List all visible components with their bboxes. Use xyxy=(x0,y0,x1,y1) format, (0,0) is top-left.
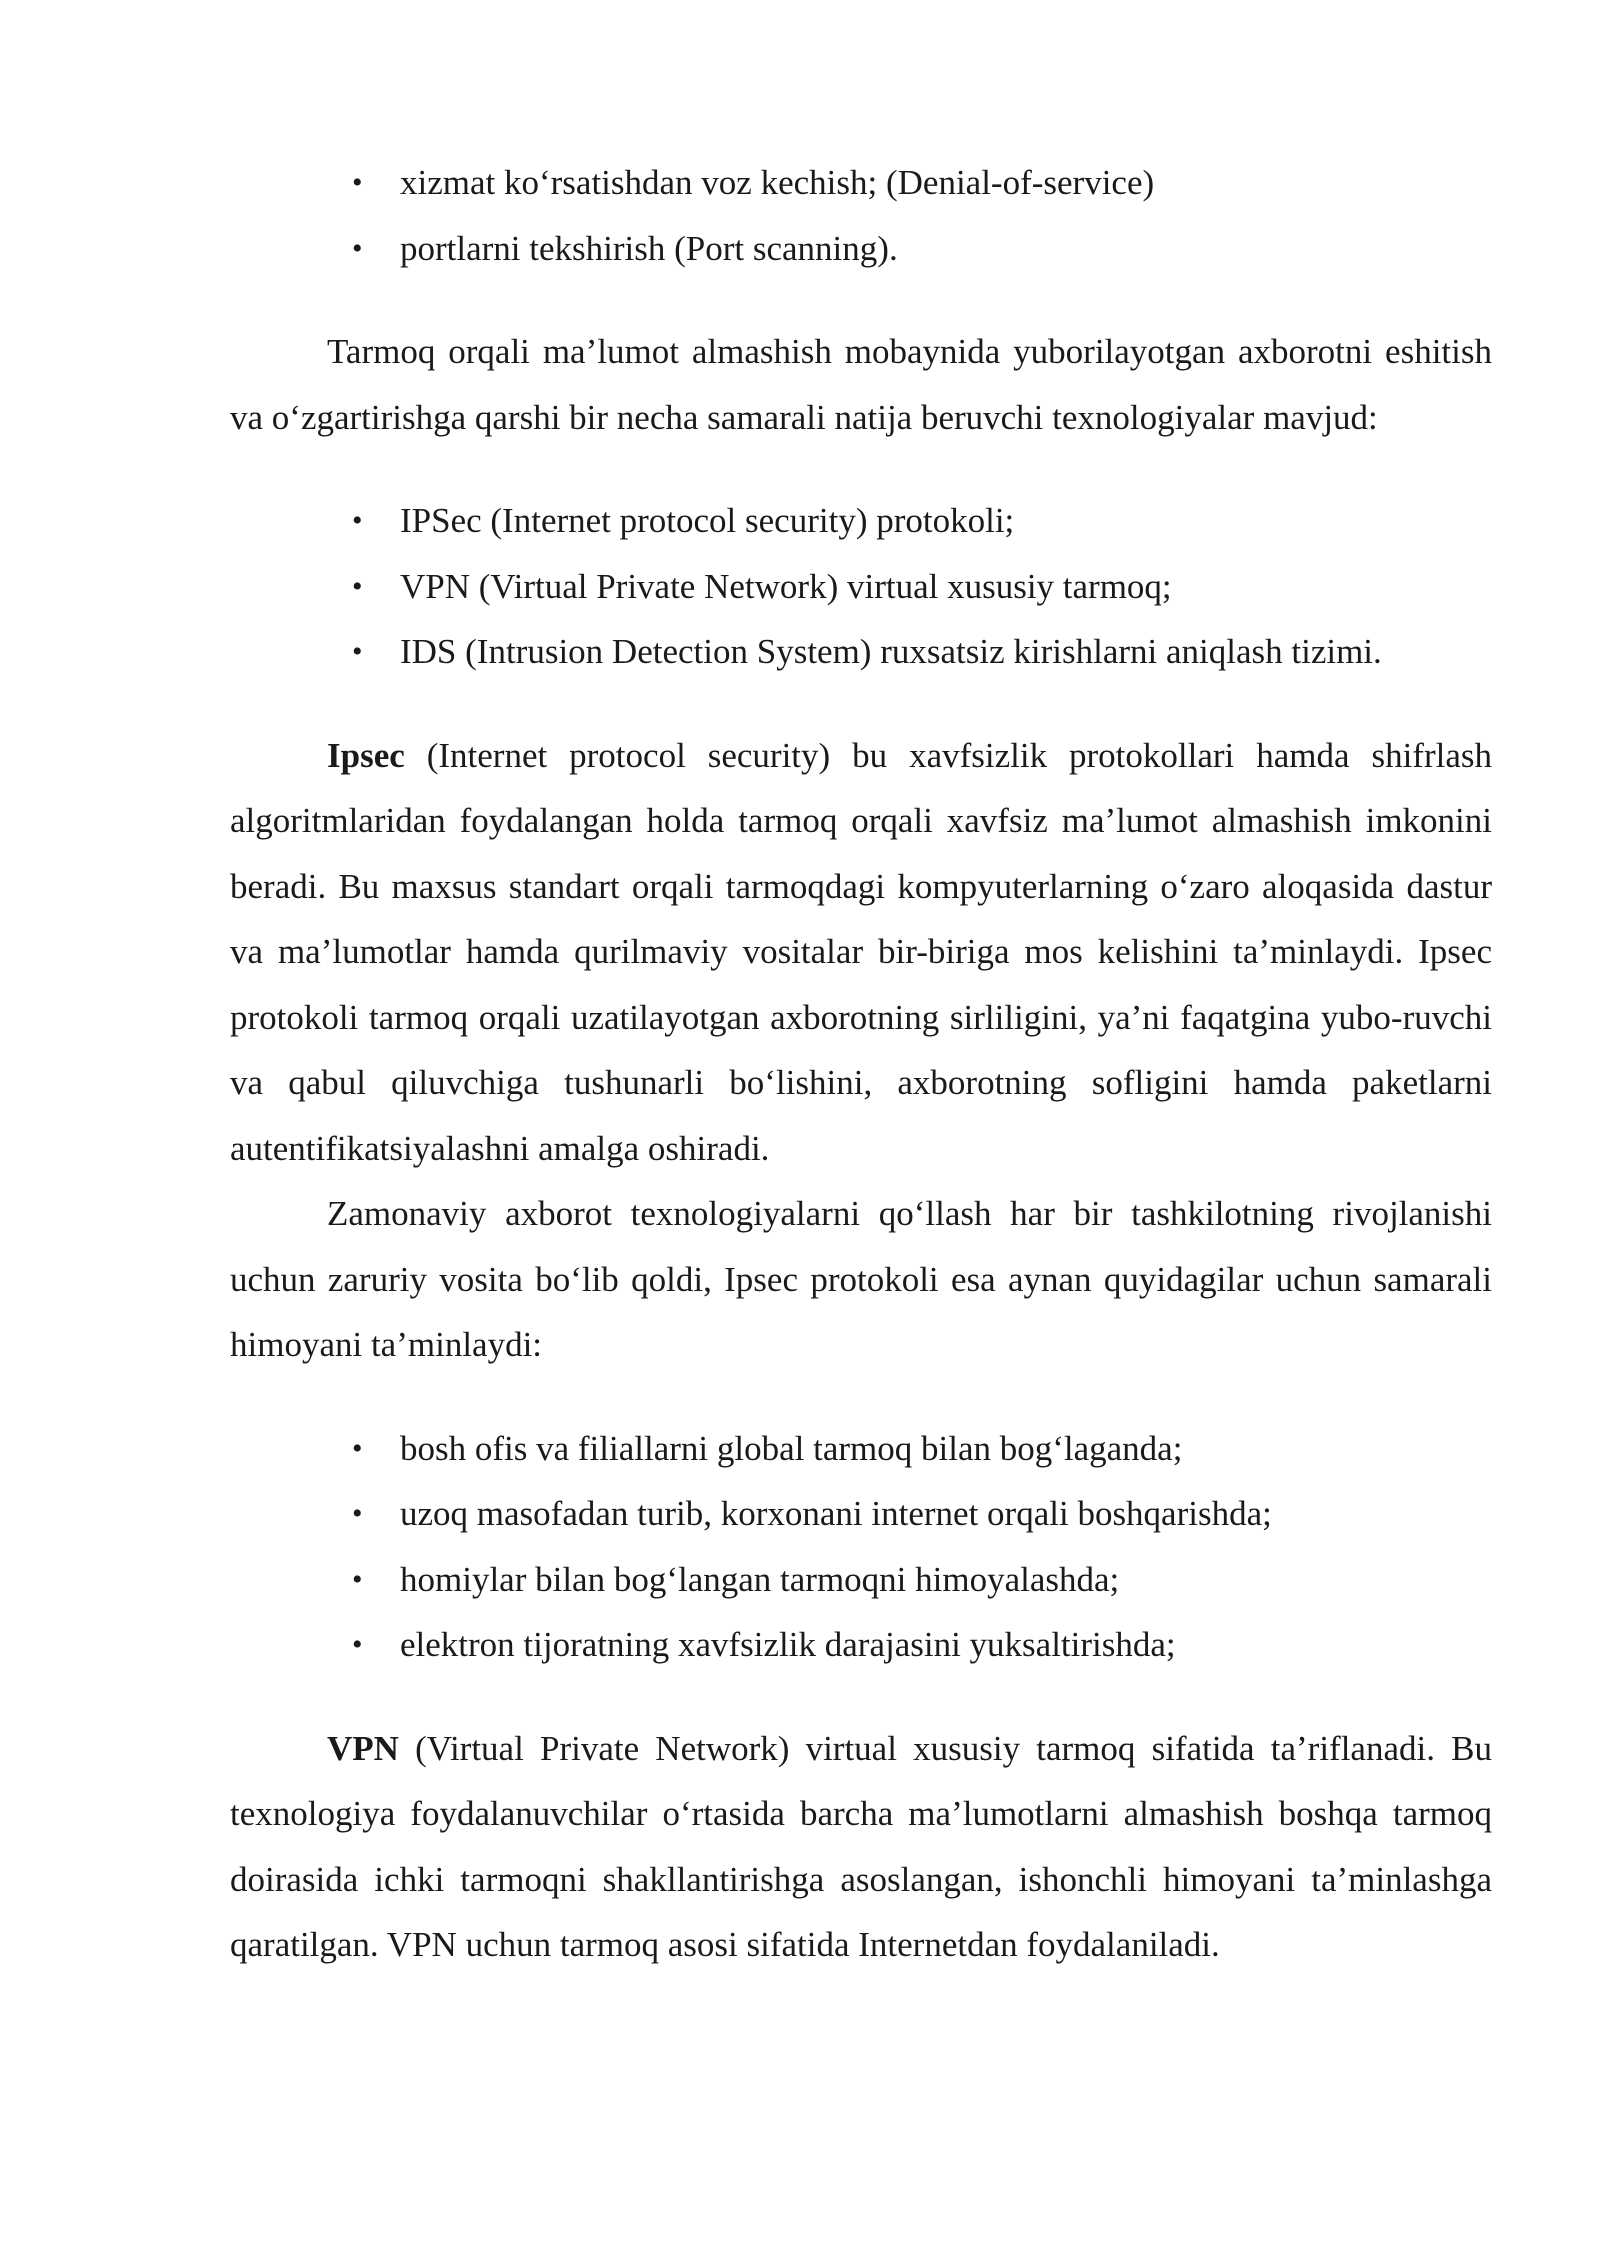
list-item: • xizmat ko‘rsatishdan voz kechish; (Denial-of-service) xyxy=(400,150,1492,216)
list-item: • IDS (Intrusion Detection System) ruxsatsiz kirishlarni aniqlash tizimi. xyxy=(400,619,1492,685)
bullet-icon: • xyxy=(352,635,363,668)
list-item: • elektron tijoratning xavfsizlik darajasini yuksaltirishda; xyxy=(400,1612,1492,1678)
bullet-icon: • xyxy=(352,166,363,199)
bullet-icon: • xyxy=(352,231,363,265)
attack-types-list xyxy=(230,150,1492,281)
ipsec-uses-list xyxy=(230,1416,1492,1678)
technologies-list xyxy=(230,488,1492,685)
bullet-icon: • xyxy=(352,1562,363,1596)
list-item: • uzoq masofadan turib, korxonani internet orqali boshqarishda; xyxy=(400,1481,1492,1547)
list-item: • VPN (Virtual Private Network) virtual xususiy tarmoq; xyxy=(400,554,1492,620)
bullet-icon: • xyxy=(352,1431,363,1465)
intro-paragraph: Tarmoq orqali ma’lumot almashish mobaynida yuborilayotgan axborotni eshitish va o‘zgartirishga qarshi bir necha samarali natija beruvchi texnologiyalar mavjud: xyxy=(230,332,1492,437)
modern-tech-paragraph: Zamonaviy axborot texnologiyalarni qo‘llash har bir tashkilotning rivojlanishi uchun zaruriy vosita bo‘lib qoldi, Ipsec protokoli esa aynan quyidagilar uchun samarali himoyani ta’minlaydi: xyxy=(230,1194,1492,1364)
bullet-icon: • xyxy=(352,1497,363,1530)
ipsec-paragraph: Ipsec (Internet protocol security) bu xavfsizlik protokollari hamda shifrlash algoritmlaridan foydalangan holda tarmoq orqali xavfsiz ma’lumot almashish imkonini beradi. Bu maxsus standart orqali tarmoqdagi kompyuterlarning o‘zaro aloqasida dastur va ma’lumotlar hamda qurilmaviy vositalar bir-biriga mos kelishini ta’minlaydi. Ipsec protokoli tarmoq orqali uzatilayotgan axborotning sirliligini, ya’ni faqatgina yubo-ruvchi va qabul qiluvchiga tushunarli bo‘lishini, axborotning sofligini hamda paketlarni autentifikatsiyalashni amalga oshiradi. xyxy=(230,735,1492,1168)
bullet-icon: • xyxy=(352,569,363,603)
ipsec-term: Ipsec xyxy=(327,735,405,775)
list-item: • bosh ofis va filiallarni global tarmoq bilan bog‘laganda; xyxy=(400,1416,1492,1482)
list-item: • portlarni tekshirish (Port scanning). xyxy=(400,216,1492,282)
list-item: • IPSec (Internet protocol security) protokoli; xyxy=(400,488,1492,554)
document-body xyxy=(230,150,1492,1978)
list-item: • homiylar bilan bog‘langan tarmoqni himoyalashda; xyxy=(400,1547,1492,1613)
bullet-icon: • xyxy=(352,504,363,537)
bullet-icon: • xyxy=(352,1628,363,1661)
vpn-paragraph: VPN (Virtual Private Network) virtual xususiy tarmoq sifatida ta’riflanadi. Bu texnologiya foydalanuvchilar o‘rtasida barcha ma’lumotlarni almashish boshqa tarmoq doirasida ichki tarmoqni shakllantirishga asoslangan, ishonchli himoyani ta’minlashga qaratilgan. VPN uchun tarmoq asosi sifatida Internetdan foydalaniladi. xyxy=(230,1728,1492,1964)
vpn-term: VPN xyxy=(327,1728,399,1768)
